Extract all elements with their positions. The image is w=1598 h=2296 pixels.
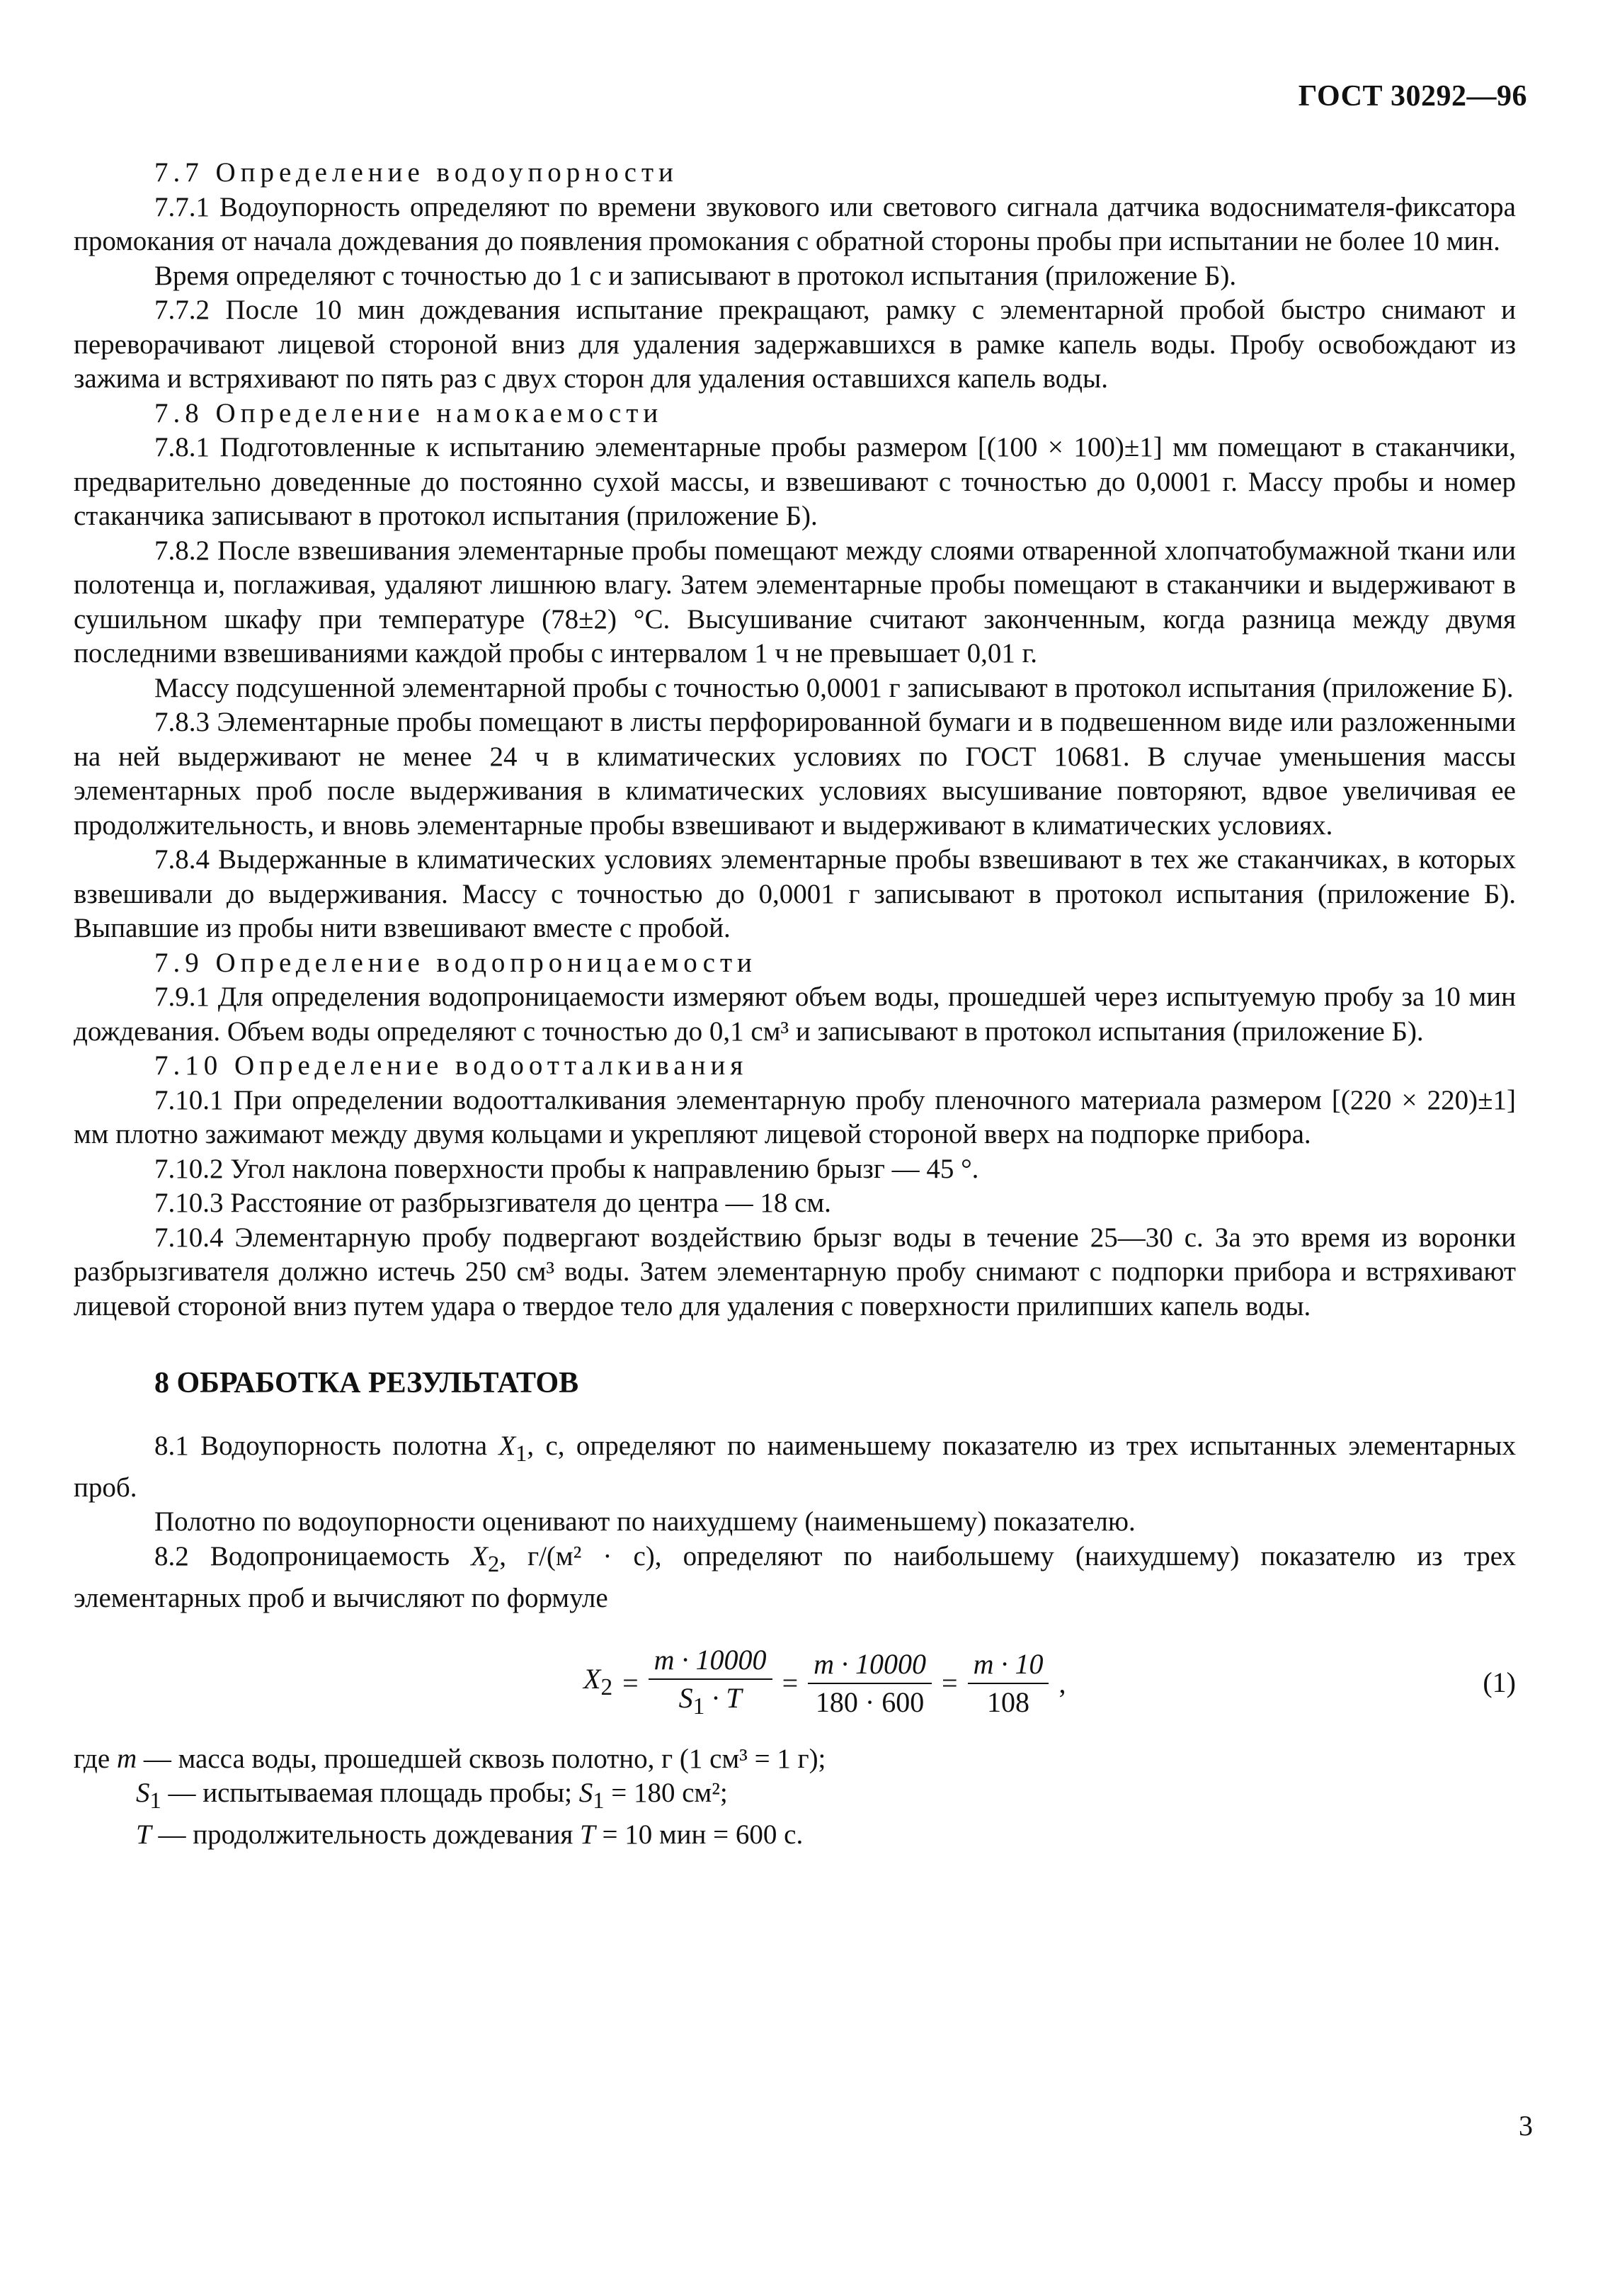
text-span: , с, определяют по наименьшему показателю из трех испытанных элементарных проб.	[74, 1430, 1516, 1503]
text-span: = 180 см²;	[604, 1778, 728, 1809]
equation-number: (1)	[1483, 1666, 1516, 1698]
document-number-header: ГОСТ 30292—96	[1298, 80, 1527, 113]
paragraph: 7.7.2 После 10 мин дождевания испытание прекращают, рамку с элементарной пробой быстро снимают и переворачивают лицевой стороной вниз для удаления задержавшихся в рамке капель воды. Пробу освобождают из зажима и встряхивают по пять раз с двух сторон для удаления оставшихся капель воды.	[74, 295, 1516, 394]
variable: S	[136, 1778, 150, 1809]
variable: X	[583, 1662, 601, 1695]
variable-x: X	[498, 1430, 516, 1461]
subscript: 2	[487, 1551, 500, 1577]
subsection-heading: 7.10 Определение водоотталкивания	[154, 1050, 748, 1081]
text-span: — масса воды, прошедшей сквозь полотно, г (1 см³ = 1 г);	[137, 1743, 826, 1774]
variable: S	[678, 1682, 693, 1715]
text-span: · T	[704, 1682, 742, 1715]
fraction-numerator: m · 10	[968, 1647, 1049, 1685]
subscript: 1	[515, 1440, 527, 1467]
subsection-heading: 7.8 Определение намокаемости	[154, 397, 663, 428]
paragraph: 7.10.2 Угол наклона поверхности пробы к направлению брызг — 45 °.	[154, 1153, 979, 1184]
fraction-numerator: m · 10000	[649, 1643, 772, 1681]
fraction-1	[649, 1643, 772, 1724]
text-span: = 10 мин = 600 с.	[595, 1819, 804, 1851]
paragraph-8-1	[74, 1429, 1516, 1506]
variable: T	[580, 1819, 595, 1851]
paragraph: 7.10.3 Расстояние от разбрызгивателя до центра — 18 см.	[154, 1188, 831, 1218]
text-span: , г/(м² · с), определяют по наибольшему (наихудшему) показателю из трех элементарных проб и вычисляют по формуле	[74, 1540, 1516, 1614]
paragraph: 7.8.1 Подготовленные к испытанию элементарные пробы размером [(100 × 100)±1] мм помещают в стаканчики, предварительно доведенные до постоянно сухой массы, и взвешивают с точностью до 0,0001 г. Массу пробы и номер стаканчика записывают в протокол испытания (приложение Б).	[74, 432, 1516, 531]
text-span: — испытываемая площадь пробы;	[161, 1778, 579, 1809]
variable: m	[116, 1743, 137, 1774]
text-span: где	[74, 1743, 110, 1774]
section-8-heading: 8 ОБРАБОТКА РЕЗУЛЬТАТОВ	[154, 1367, 579, 1399]
variable-x: X	[471, 1540, 488, 1572]
text-span: — продолжительность дождевания	[151, 1819, 581, 1851]
legend-m	[74, 1742, 1516, 1777]
paragraph: 7.8.2 После взвешивания элементарные пробы помещают между слоями отваренной хлопчатобумажной ткани или полотенца и, поглаживая, удаляют лишнюю влагу. Затем элементарные пробы помещают в стаканчики и выдерживают в сушильном шкафу при температуре (78±2) °С. Высушивание считают законченным, когда разница между двумя последними взвешиваниями каждой пробы с интервалом 1 ч не превышает 0,01 г.	[74, 535, 1516, 669]
subsection-heading: 7.9 Определение водопроницаемости	[154, 947, 757, 978]
legend-s	[74, 1776, 1516, 1818]
paragraph-8-2	[74, 1540, 1516, 1616]
equals-sign: =	[782, 1666, 799, 1699]
variable: T	[136, 1819, 152, 1851]
fraction-denominator: 108	[987, 1686, 1030, 1719]
subscript: 2	[600, 1673, 613, 1700]
paragraph: Время определяют с точностью до 1 с и записывают в протокол испытания (приложение Б).	[154, 260, 1237, 291]
fraction-denominator	[673, 1680, 748, 1724]
fraction-numerator: m · 10000	[808, 1647, 932, 1685]
formula-comma: ,	[1058, 1666, 1066, 1699]
text-span: 8.1 Водоупорность полотна	[154, 1430, 499, 1461]
paragraph-8-1-cont: Полотно по водоупорности оценивают по наихудшему (наименьшему) показателю.	[154, 1506, 1136, 1538]
fraction-denominator: 180 · 600	[815, 1686, 925, 1719]
variable: S	[578, 1778, 593, 1809]
document-body	[74, 156, 1516, 1853]
fraction-2	[808, 1647, 932, 1720]
legend-t	[74, 1818, 1516, 1853]
subscript: 1	[593, 1788, 605, 1814]
paragraph: 7.10.4 Элементарную пробу подвергают воздействию брызг воды в течение 25—30 с. За это время из воронки разбрызгивателя должно истечь 250 см³ воды. Затем элементарную пробу снимают с подпорки прибора и встряхивают лицевой стороной вниз путем удара о твердое тело для удаления с поверхности прилипших капель воды.	[74, 1222, 1516, 1322]
subsection-heading: 7.7 Определение водоупорности	[154, 157, 678, 188]
paragraph: 7.9.1 Для определения водопроницаемости измеряют объем воды, прошедшей через испытуемую пробу за 10 мин дождевания. Объем воды определяют с точностью до 0,1 см³ и записывают в протокол испытания (приложение Б).	[74, 982, 1516, 1047]
subscript: 1	[692, 1693, 705, 1720]
paragraph: 7.10.1 При определении водоотталкивания элементарную пробу пленочного материала размером [(220 × 220)±1] мм плотно зажимают между двумя кольцами и укрепляют лицевой стороной вверх на подпорке прибора.	[74, 1084, 1516, 1149]
formula-expression	[583, 1643, 1066, 1724]
paragraph: 7.7.1 Водоупорность определяют по времени звукового или светового сигнала датчика водоснимателя-фиксатора промокания от начала дождевания до появления промокания с обратной стороны пробы при испытании не более 10 мин.	[74, 191, 1516, 256]
paragraph: 7.8.3 Элементарные пробы помещают в листы перфорированной бумаги и в подвешенном виде или разложенными на ней выдерживают не менее 24 ч в климатических условиях по ГОСТ 10681. В случае уменьшения массы элементарных проб после выдерживания в климатических условиях высушивание повторяют, вдвое увеличивая ее продолжительность, и вновь элементарные пробы взвешивают и выдерживают в климатических условиях.	[74, 707, 1516, 841]
formula-lhs	[583, 1662, 612, 1705]
text-span: 8.2 Водопроницаемость	[154, 1540, 472, 1572]
fraction-3	[968, 1647, 1049, 1720]
formula-1	[74, 1629, 1516, 1735]
formula-legend	[74, 1742, 1516, 1853]
equals-sign: =	[622, 1666, 639, 1699]
paragraph: 7.8.4 Выдержанные в климатических условиях элементарные пробы взвешивают в тех же стаканчиках, в которых взвешивали до выдерживания. Массу с точностью до 0,0001 г записывают в протокол испытания (приложение Б). Выпавшие из пробы нити взвешивают вместе с пробой.	[74, 844, 1516, 943]
sections-container	[74, 156, 1516, 1324]
page-number: 3	[1519, 2110, 1533, 2142]
paragraph: Массу подсушенной элементарной пробы с точностью 0,0001 г записывают в протокол испытания (приложение Б).	[154, 672, 1514, 703]
subscript: 1	[149, 1788, 161, 1814]
equals-sign: =	[942, 1666, 958, 1699]
